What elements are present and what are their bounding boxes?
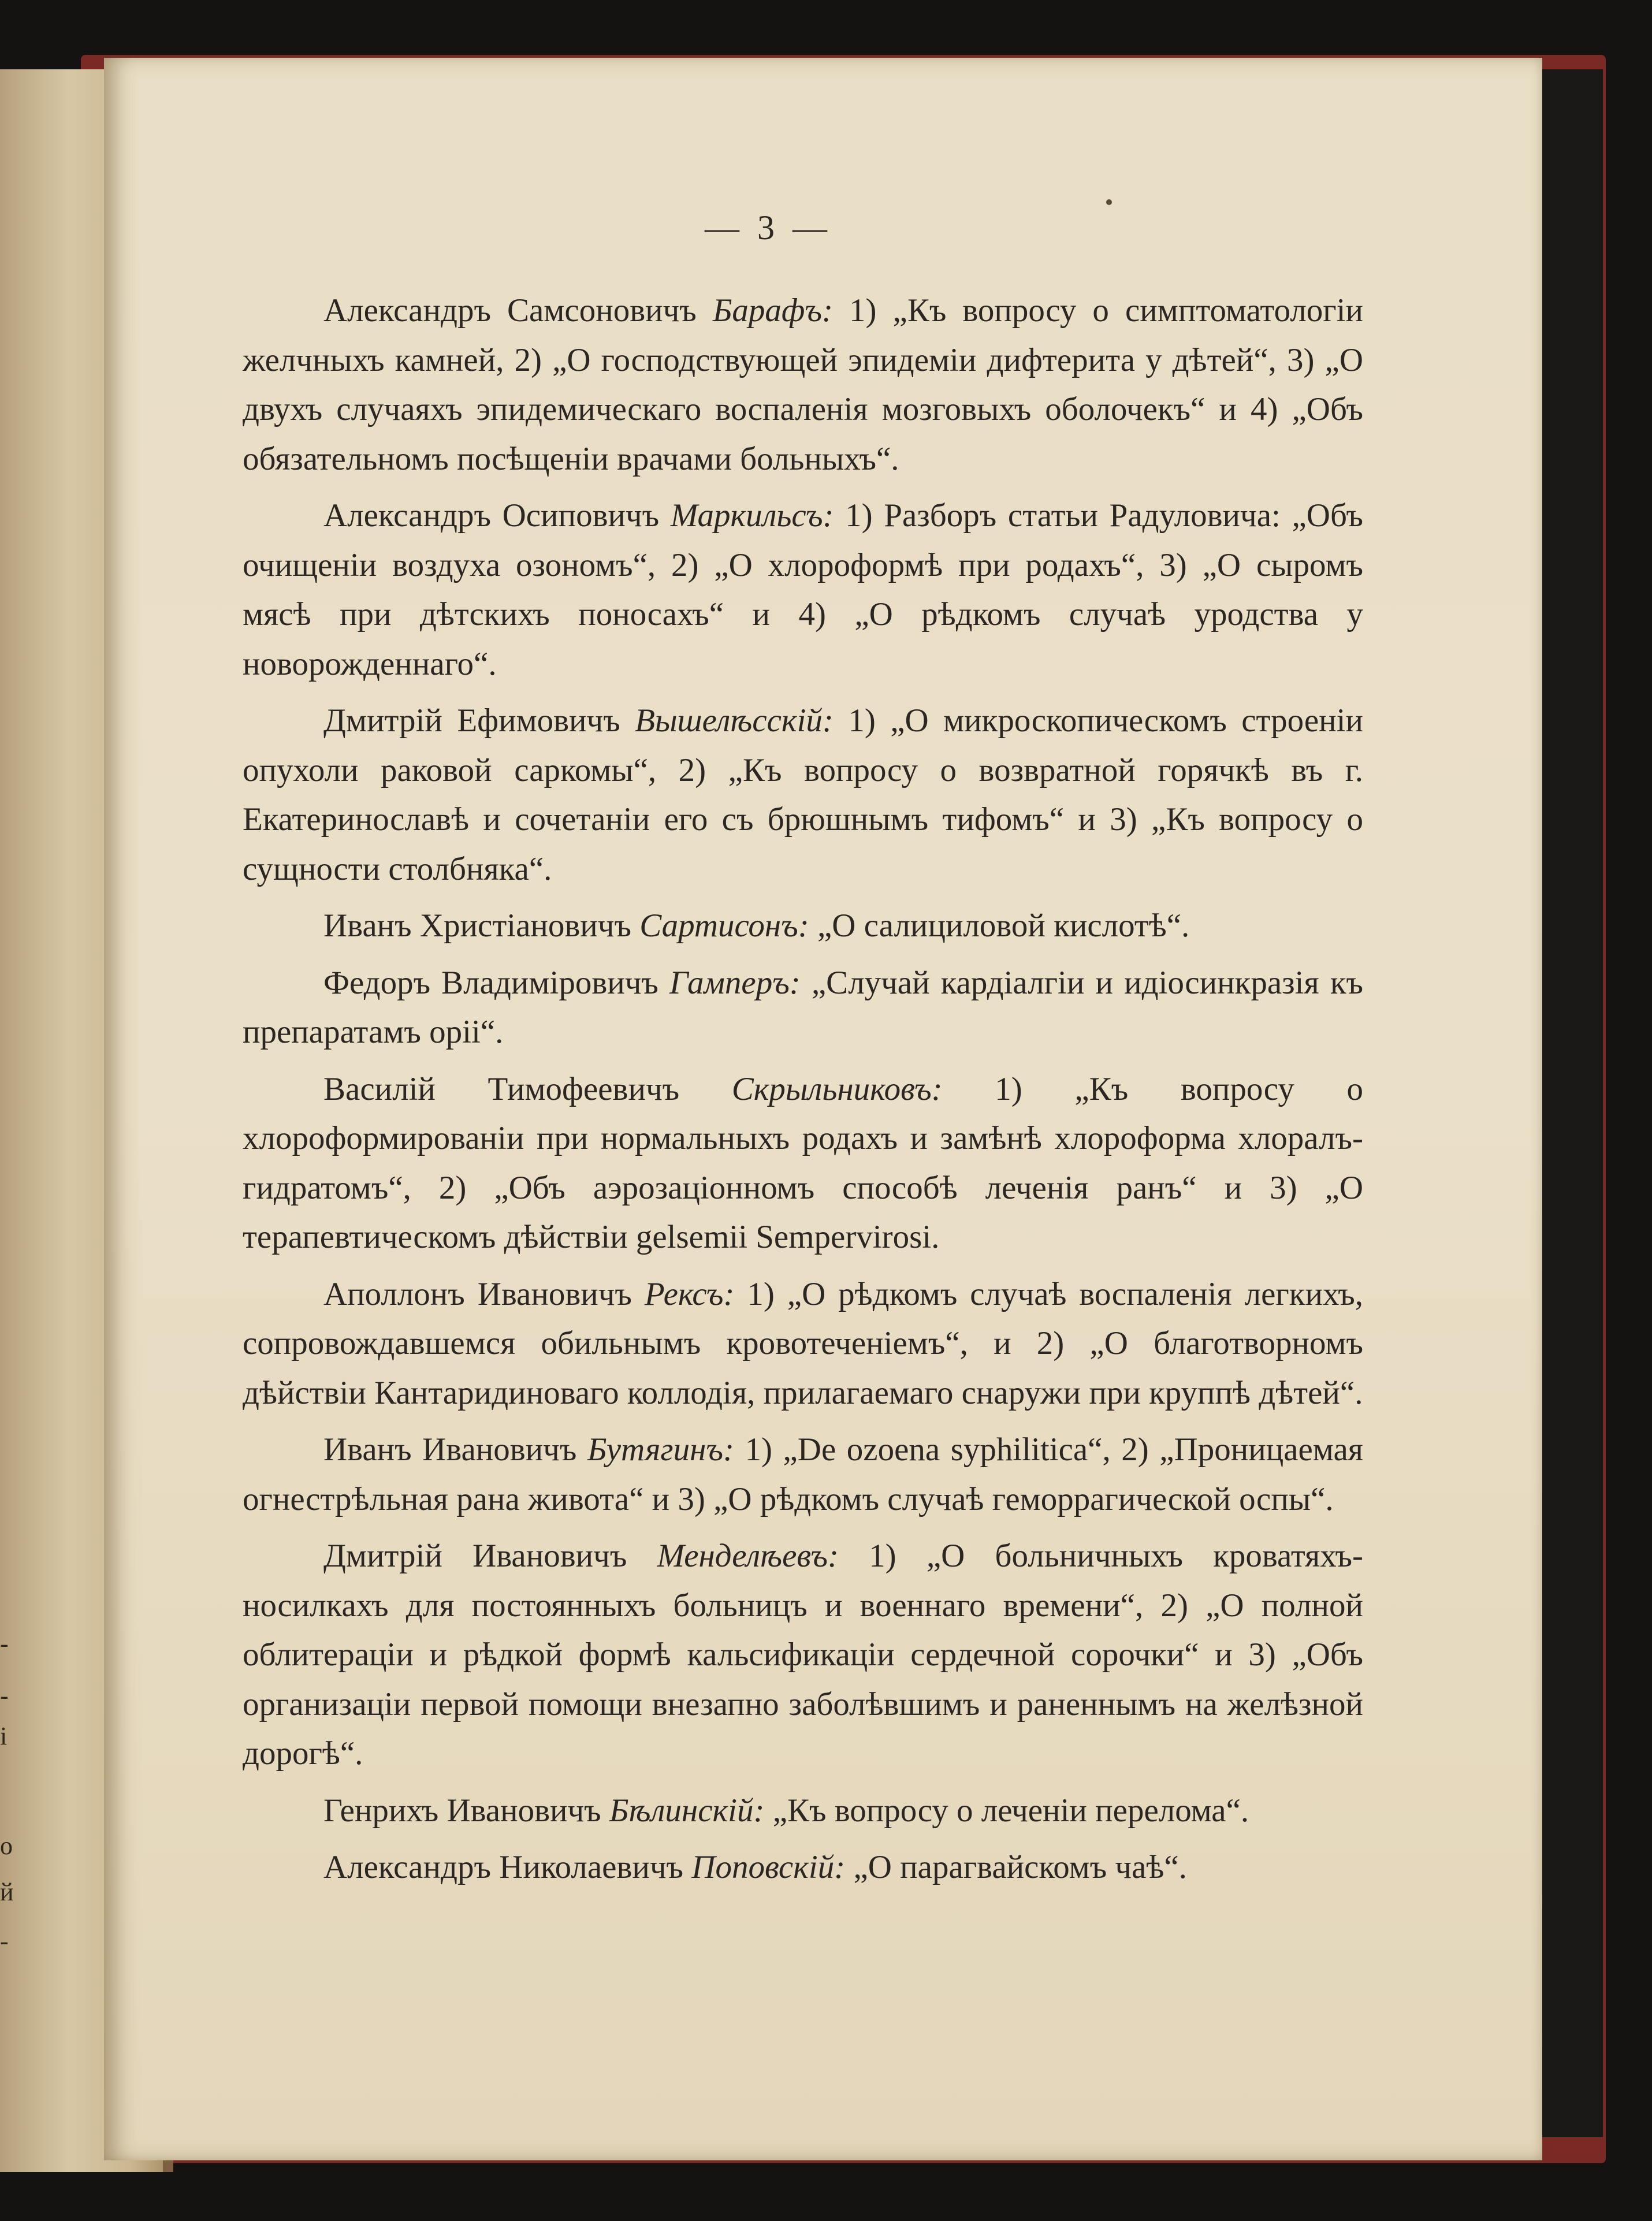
entry-name: Дмитрій Ивановичъ xyxy=(323,1538,627,1574)
entry-surname: Скрыльниковъ: xyxy=(731,1070,943,1107)
entry-surname: Бѣлинскій: xyxy=(609,1792,765,1829)
entry-works: 1) „О рѣдкомъ случаѣ воспаленія легкихъ, сопровождавшемся обильнымъ кровотеченіемъ“, и 2) „О благотворномъ дѣйствіи Кантаридиноваго коллодія, прилагаемаго снаружи при круппѣ дѣтей“. xyxy=(243,1275,1363,1411)
left-page-mark: - xyxy=(0,1927,9,1955)
entry-surname: Маркильсъ: xyxy=(670,497,834,534)
entry-surname: Сартисонъ: xyxy=(639,907,809,944)
entry-name: Генрихъ Ивановичъ xyxy=(323,1792,601,1829)
entry-works: „Къ вопросу о леченіи перелома“. xyxy=(772,1792,1249,1829)
ink-speck xyxy=(1106,199,1112,205)
entry-works: 1) „О микроскопическомъ строеніи опухоли раковой саркомы“, 2) „Къ вопросу о возвратной горячкѣ въ г. Екатеринославѣ и сочетаніи его съ брюшнымъ тифомъ“ и 3) „Къ вопросу о сущности столбняка“. xyxy=(243,702,1363,887)
entry-works: 1) „О больничныхъ кроватяхъ-носилкахъ для постоянныхъ больницъ и военнаго времени“, 2) „О полной облитераціи и рѣдкой формѣ кальсификаціи сердечной сорочки“ и 3) „Объ организаціи первой помощи внезапно заболѣвшимъ и раненнымъ на желѣзной дорогѣ“. xyxy=(243,1538,1364,1772)
entry-name: Александръ Самсоновичъ xyxy=(323,292,697,329)
entry-name: Федоръ Владиміровичъ xyxy=(323,964,658,1001)
entry xyxy=(243,1843,1363,1892)
entry-works: 1) „Къ вопросу о симптоматологіи желчныхъ камней, 2) „О господствующей эпидеміи дифтерита у дѣтей“, 3) „О двухъ случаяхъ эпидемическаго воспаленія мозговыхъ оболочекъ“ и 4) „Объ обязательномъ посѣщеніи врачами больныхъ“. xyxy=(243,292,1363,477)
entry-surname: Бутягинъ: xyxy=(587,1431,734,1468)
entry xyxy=(243,491,1363,689)
left-page-mark: - xyxy=(0,1681,9,1710)
entry-surname: Вышелѣсскій: xyxy=(635,702,834,739)
entry xyxy=(243,901,1363,951)
entry-works: 1) „Къ вопросу о хлороформированіи при нормальныхъ родахъ и замѣнѣ хлороформа хлоралъ-гидратомъ“, 2) „Объ аэрозаціонномъ способѣ леченія ранъ“ и 3) „О терапевтическомъ дѣйствіи gelsemii Sempervirosi. xyxy=(243,1070,1363,1255)
entry-name: Дмитрій Ефимовичъ xyxy=(323,702,620,739)
entry-surname: Рексъ: xyxy=(644,1275,735,1312)
entry-works: „Случай кардіалгіи и идіосинкразія къ препаратамъ opii“. xyxy=(243,964,1364,1050)
entry-name: Аполлонъ Ивановичъ xyxy=(323,1275,632,1312)
entry-works: „О салициловой кислотѣ“. xyxy=(817,907,1190,944)
page-number: — 3 — xyxy=(705,209,832,247)
entry-name: Василій Тимофеевичъ xyxy=(323,1070,680,1107)
left-page-mark: й xyxy=(0,1878,14,1906)
entry-works: „О парагвайскомъ чаѣ“. xyxy=(853,1849,1187,1885)
entry-works: 1) „De ozoena syphilitica“, 2) „Проницаемая огнестрѣльная рана живота“ и 3) „О рѣдкомъ случаѣ геморрагической оспы“. xyxy=(243,1431,1363,1517)
left-page-mark: о xyxy=(0,1832,13,1860)
entry-surname: Барафъ: xyxy=(712,292,833,329)
entry-name: Александръ Осиповичъ xyxy=(323,497,660,534)
entry xyxy=(243,1065,1363,1262)
entry xyxy=(243,286,1363,483)
entry-surname: Менделѣевъ: xyxy=(657,1538,839,1574)
entry xyxy=(243,1270,1363,1418)
entry xyxy=(243,1531,1363,1779)
entry-surname: Поповскій: xyxy=(691,1849,846,1885)
entry-surname: Гамперъ: xyxy=(669,964,801,1001)
entry-name: Александръ Николаевичъ xyxy=(323,1849,684,1885)
entry xyxy=(243,1425,1363,1524)
back-board xyxy=(1536,69,1603,2137)
page-body xyxy=(243,286,1363,1900)
entry-works: 1) Разборъ статьи Радуловича: „Объ очищеніи воздуха озономъ“, 2) „О хлороформѣ при родахъ“, 3) „О сыромъ мясѣ при дѣтскихъ поносахъ“ и 4) „О рѣдкомъ случаѣ уродства у новорожденнаго“. xyxy=(243,497,1363,682)
left-page-mark: і xyxy=(0,1722,8,1750)
entry xyxy=(243,696,1363,894)
entry xyxy=(243,958,1363,1057)
entry-name: Иванъ Христіановичъ xyxy=(323,907,631,944)
entry-name: Иванъ Ивановичъ xyxy=(323,1431,577,1468)
left-page-mark: - xyxy=(0,1630,9,1658)
entry xyxy=(243,1786,1363,1836)
